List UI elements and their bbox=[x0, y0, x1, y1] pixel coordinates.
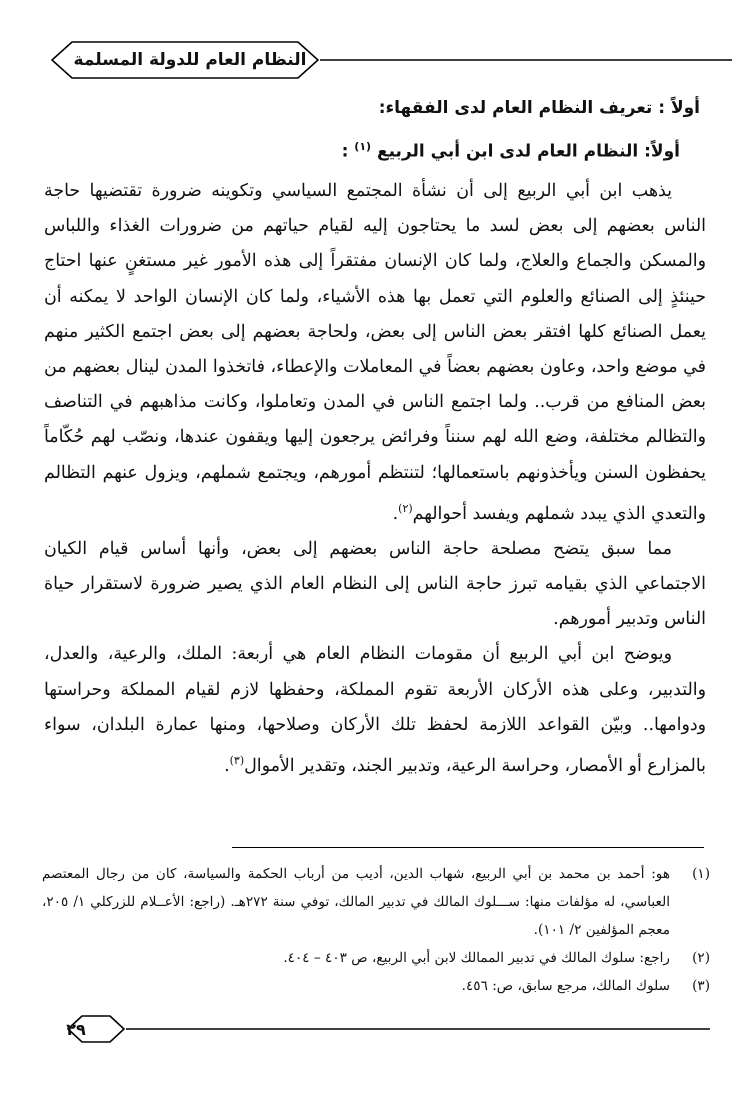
paragraph-2: مما سبق يتضح مصلحة حاجة الناس بعضهم إلى بعض، وأنها أساس قيام الكيان الاجتماعي الذي بقيامه تبرز حاجة الناس إلى النظام العام الذي يصير ضرورة لاستقرار حياة الناس وتدبير أمورهم. bbox=[44, 538, 706, 630]
subsection-heading-text: أولاً: النظام العام لدى ابن أبي الربيع bbox=[377, 141, 680, 162]
footnote-number: (٣) bbox=[692, 978, 710, 994]
footnote-ref-2[interactable]: (٢) bbox=[398, 501, 413, 515]
running-header-title: النظام العام للدولة المسلمة bbox=[73, 50, 307, 70]
footnote-item bbox=[42, 944, 710, 972]
paragraph-1-text: يذهب ابن أبي الربيع إلى أن نشأة المجتمع السياسي وتكوينه ضرورة تقتضيها حاجة الناس بعضهم إلى بعض لسد ما يحتاجون إليه لقيام حياتهم من ضرورات الغذاء واللباس والمسكن والجماع والعلاج، ولما كان الإنسان مفتقراً إلى هذه الأمور غير مستغنٍ عنها احتاج حينئذٍ إلى الصنائع والعلوم التي تعمل بها هذه الأشياء، ولما كان الإنسان الواحد لا يمكنه أن يعمل الصنائع كلها افتقر بعض الناس إلى بعض، ولحاجة بعضهم إلى بعض اجتمع الكثير منهم في موضع واحد، وعاون بعضهم بعضاً في المعاملات والإعطاء، فاتخذوا المدن لينال بعضهم من بعض المنافع من قرب.. ولما اجتمع الناس في المدن وتعاملوا، وكانت مذاهبهم في التناصف والتظالم مختلفة، وضع الله لهم سنناً وفرائض يرجعون إليها ويقفون عندها، ونصّب لهم حُكّاماً يحفظون السنن ويأخذونهم باستعمالها؛ لتنتظم أمورهم، ويجتمع شملهم، ويزول عنهم التظالم والتعدي الذي يبدد شملهم ويفسد أحوالهم bbox=[44, 181, 706, 524]
paragraph-3-text: ويوضح ابن أبي الربيع أن مقومات النظام العام هي أربعة: الملك، والرعية، والعدل، والتدبير، وعلى هذه الأركان الأربعة تقوم المملكة، وحفظها لازم لقيام المملكة وحراستها ودوامها.. وبيّن القواعد اللازمة لحفظ تلك الأركان وصلاحها، ومنها عمارة البلدان، سواء بالمزارع أو الأمصار، وحراسة الرعية، وتدبير الجند، وتقدير الأموال bbox=[44, 644, 706, 776]
footnote-item bbox=[42, 972, 710, 1000]
footnote-number: (١) bbox=[692, 866, 710, 882]
footnote-text: سلوك المالك، مرجع سابق، ص: ٤٥٦. bbox=[461, 978, 670, 994]
paragraph-1-end: . bbox=[392, 503, 399, 524]
subsection-heading bbox=[342, 140, 680, 162]
subsection-heading-colon: : bbox=[341, 141, 349, 162]
body-text bbox=[44, 174, 706, 784]
page-number: ٢٩ bbox=[66, 1019, 86, 1039]
footnote-divider bbox=[232, 847, 704, 848]
footnote-ref-1[interactable]: (١) bbox=[354, 140, 372, 153]
footnotes bbox=[42, 860, 710, 1000]
footnote-item bbox=[42, 860, 710, 944]
section-heading: أولاً : تعريف النظام العام لدى الفقهاء: bbox=[378, 98, 700, 118]
paragraph-3 bbox=[44, 637, 706, 784]
footnote-number: (٢) bbox=[692, 950, 710, 966]
footnote-ref-3[interactable]: (٣) bbox=[229, 754, 245, 768]
footnote-text: راجع: سلوك المالك في تدبير الممالك لابن أبي الربيع، ص ٤٠٣ – ٤٠٤. bbox=[283, 950, 670, 966]
paragraph-1 bbox=[44, 174, 706, 532]
footnote-text: هو: أحمد بن محمد بن أبي الربيع، شهاب الدين، أديب من أرباب الحكمة والسياسة، كان من رجال المعتصم العباسي، له مؤلفات منها: ســـلوك المالك في تدبير المالك، توفي سنة ٢٧٢هـ. (راجع: الأعــلام للزركلي ١/ ٢٠٥، معجم المؤلفين ٢/ ١٠١). bbox=[42, 866, 671, 938]
page-footer-frame bbox=[64, 1012, 712, 1046]
paragraph-3-end: . bbox=[224, 755, 230, 776]
